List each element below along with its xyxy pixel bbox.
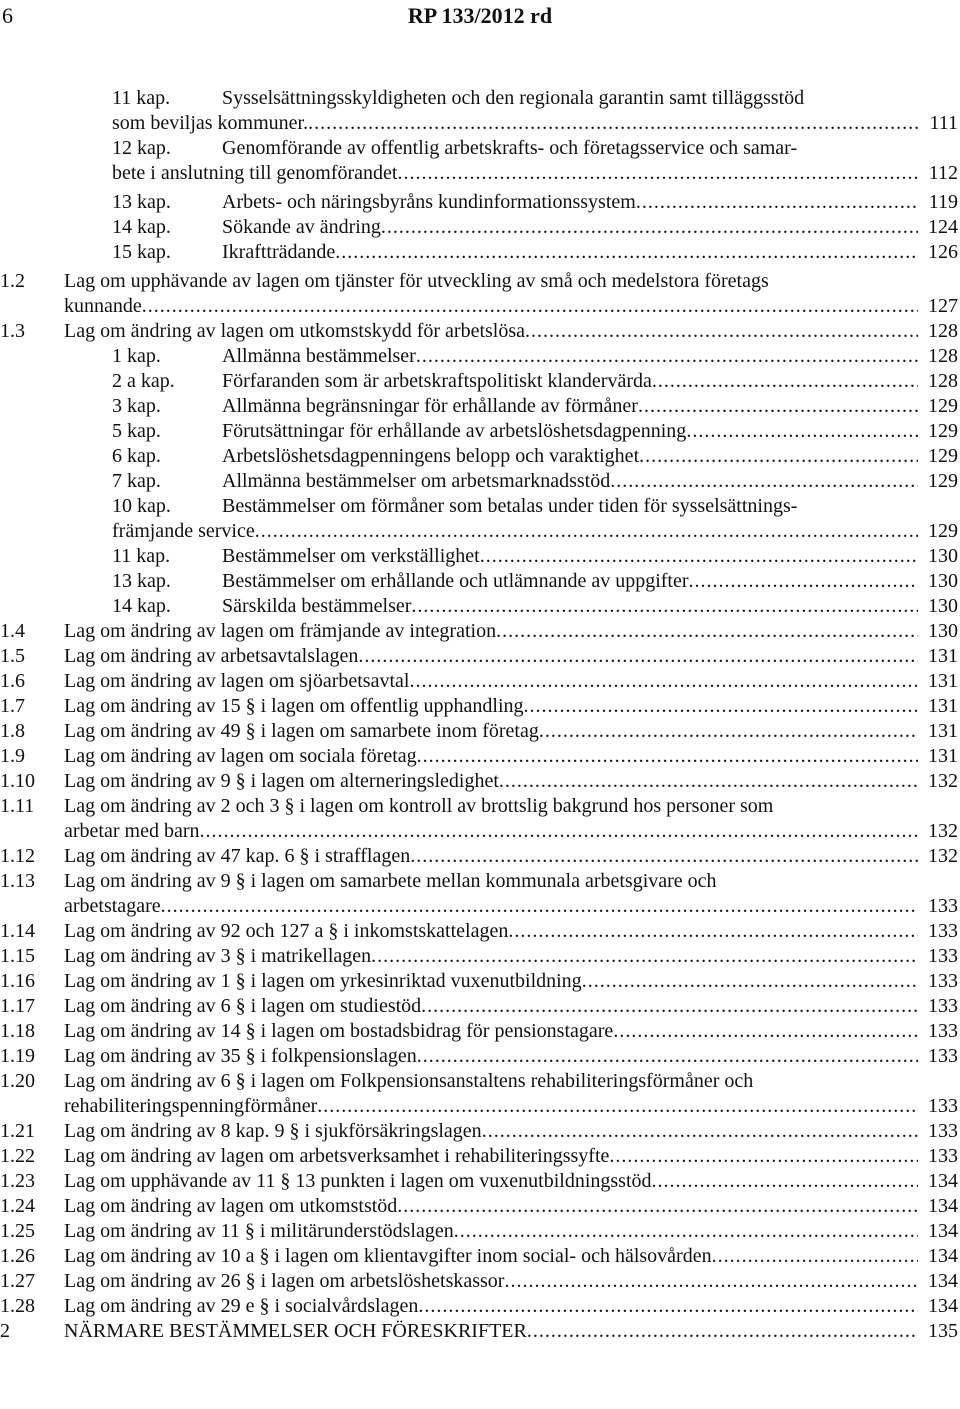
- page-number: 6: [2, 3, 13, 28]
- toc-page-number: 119: [928, 191, 958, 213]
- toc-section-number: 1.9: [0, 745, 25, 767]
- toc-section-number: 2: [0, 1320, 10, 1342]
- toc-page-number: 134: [928, 1245, 958, 1267]
- dot-leader: [482, 1119, 918, 1144]
- toc-page-number: 132: [928, 820, 958, 842]
- toc-section-number: 1.19: [0, 1045, 35, 1067]
- toc-title: Lag om ändring av 3 § i matrikellagen: [64, 945, 372, 967]
- toc-entry[interactable]: [0, 86, 958, 136]
- dot-leader: [417, 1044, 918, 1069]
- toc-entry[interactable]: [0, 1269, 958, 1294]
- toc-page-number: 133: [928, 895, 958, 917]
- toc-chapter-label: 6 kap.: [112, 445, 161, 467]
- toc-page-number: 131: [928, 720, 958, 742]
- toc-entry[interactable]: [0, 919, 958, 944]
- dot-leader: [639, 444, 918, 469]
- toc-page-number: 130: [928, 570, 958, 592]
- toc-entry[interactable]: [0, 869, 958, 919]
- toc-entry[interactable]: [0, 794, 958, 844]
- toc-entry[interactable]: [0, 1019, 958, 1044]
- toc-page-number: 133: [928, 1045, 958, 1067]
- toc-entry[interactable]: [0, 1144, 958, 1169]
- dot-leader: [417, 744, 918, 769]
- toc-entry[interactable]: [0, 669, 958, 694]
- dot-leader: [371, 944, 918, 969]
- toc-title: Arbets- och näringsbyråns kundinformationssystem: [222, 191, 636, 213]
- toc-page-number: 133: [928, 920, 958, 942]
- toc-chapter-label: 13 kap.: [112, 570, 171, 592]
- toc-title: Lag om ändring av 9 § i lagen om samarbete mellan kommunala arbetsgivare och: [64, 870, 717, 892]
- toc-title: Allmänna bestämmelser om arbetsmarknadsstöd: [222, 470, 611, 492]
- dot-leader: [638, 394, 918, 419]
- toc-section-number: 1.27: [0, 1270, 35, 1292]
- toc-title: Lag om ändring av 6 § i lagen om studiestöd: [64, 995, 422, 1017]
- toc-page-number: 134: [928, 1295, 958, 1317]
- toc-section-number: 1.26: [0, 1245, 35, 1267]
- toc-section-number: 1.28: [0, 1295, 35, 1317]
- toc-title: Lag om ändring av lagen om sjöarbetsavtal: [64, 670, 410, 692]
- toc-section-number: 1.22: [0, 1145, 35, 1167]
- toc-page-number: 130: [928, 595, 958, 617]
- dot-leader: [686, 419, 918, 444]
- toc-page-number: 133: [928, 1120, 958, 1142]
- toc-title: Lag om ändring av 92 och 127 a § i inkomstskattelagen: [64, 920, 509, 942]
- toc-page-number: 133: [928, 1020, 958, 1042]
- toc-title: Lag om ändring av lagen om utkomststöd: [64, 1195, 398, 1217]
- toc-entry[interactable]: [0, 569, 958, 594]
- toc-chapter-label: 15 kap.: [112, 241, 171, 263]
- toc-entry[interactable]: [0, 944, 958, 969]
- dot-leader: [410, 844, 918, 869]
- toc-entry[interactable]: [0, 969, 958, 994]
- toc-section-number: 1.18: [0, 1020, 35, 1042]
- toc-title: arbetar med barn: [64, 820, 200, 842]
- dot-leader: [508, 919, 918, 944]
- toc-page-number: 135: [928, 1320, 958, 1342]
- toc-entry[interactable]: [0, 1119, 958, 1144]
- toc-entry[interactable]: [0, 619, 958, 644]
- dot-leader: [525, 319, 918, 344]
- toc-entry[interactable]: [0, 1219, 958, 1244]
- dot-leader: [636, 190, 918, 215]
- toc-page-number: 130: [928, 620, 958, 642]
- toc-title: Förutsättningar för erhållande av arbetslöshetsdagpenning: [222, 420, 687, 442]
- dot-leader: [689, 569, 918, 594]
- toc-page-number: 128: [928, 320, 958, 342]
- toc-page-number: 128: [928, 370, 958, 392]
- dot-leader: [255, 519, 918, 544]
- dot-leader: [418, 1294, 918, 1319]
- toc-title: Sysselsättningsskyldigheten och den regionala garantin samt tilläggsstöd: [222, 87, 805, 109]
- toc-entry[interactable]: [0, 419, 958, 444]
- toc-title: som beviljas kommuner.: [112, 112, 309, 134]
- toc-entry[interactable]: [0, 1169, 958, 1194]
- toc-title: Lag om ändring av lagen om sociala företag: [64, 745, 417, 767]
- toc-entry[interactable]: [0, 719, 958, 744]
- toc-page-number: 129: [928, 470, 958, 492]
- toc-title: Allmänna begränsningar för erhållande av förmåner: [222, 395, 638, 417]
- toc-page-number: 133: [928, 945, 958, 967]
- toc-entry[interactable]: [0, 1319, 958, 1344]
- toc-page-number: 133: [928, 1145, 958, 1167]
- toc-title: Lag om ändring av 6 § i lagen om Folkpensionsanstaltens rehabiliteringsförmåner och: [64, 1070, 754, 1092]
- toc-title: Lag om ändring av lagen om utkomstskydd för arbetslösa: [64, 320, 526, 342]
- toc-title: Lag om ändring av 2 och 3 § i lagen om kontroll av brottslig bakgrund hos personer som: [64, 795, 774, 817]
- toc-entry[interactable]: [0, 1069, 958, 1119]
- toc-section-number: 1.21: [0, 1120, 35, 1142]
- toc-section-number: 1.10: [0, 770, 35, 792]
- toc-section-number: 1.2: [0, 270, 25, 292]
- toc-entry[interactable]: [0, 494, 958, 544]
- toc-section-number: 1.16: [0, 970, 35, 992]
- toc-title: Genomförande av offentlig arbetskrafts- och företagsservice och samar-: [222, 137, 798, 159]
- toc-entry[interactable]: [0, 190, 958, 215]
- toc-title: Lag om ändring av 8 kap. 9 § i sjukförsäkringslagen: [64, 1120, 482, 1142]
- document-id: RP 133/2012 rd: [407, 3, 553, 28]
- dot-leader: [409, 669, 918, 694]
- toc-section-number: 1.14: [0, 920, 35, 942]
- toc-entry[interactable]: [0, 240, 958, 269]
- toc-entry[interactable]: [0, 394, 958, 419]
- toc-title: rehabiliteringspenningförmåner: [64, 1095, 318, 1117]
- table-of-contents: [0, 86, 958, 1344]
- toc-entry[interactable]: [0, 1044, 958, 1069]
- toc-section-number: 1.7: [0, 695, 25, 717]
- dot-leader: [199, 819, 918, 844]
- toc-page-number: 134: [928, 1170, 958, 1192]
- toc-page-number: 131: [928, 645, 958, 667]
- toc-entry[interactable]: [0, 1194, 958, 1219]
- toc-chapter-label: 14 kap.: [112, 595, 171, 617]
- toc-entry[interactable]: [0, 594, 958, 619]
- toc-entry[interactable]: [0, 269, 958, 319]
- dot-leader: [480, 544, 918, 569]
- toc-entry[interactable]: [0, 1244, 958, 1269]
- toc-section-number: 1.24: [0, 1195, 35, 1217]
- toc-title: Lag om ändring av lagen om arbetsverksamhet i rehabiliteringssyfte: [64, 1145, 610, 1167]
- toc-title: Lag om ändring av 14 § i lagen om bostadsbidrag för pensionstagare: [64, 1020, 614, 1042]
- dot-leader: [416, 344, 918, 369]
- dot-leader: [527, 1319, 918, 1344]
- toc-chapter-label: 1 kap.: [112, 345, 161, 367]
- toc-page-number: 131: [928, 745, 958, 767]
- dot-leader: [358, 644, 918, 669]
- toc-title: Bestämmelser om förmåner som betalas under tiden för sysselsättnings-: [222, 495, 798, 517]
- toc-page-number: 128: [928, 345, 958, 367]
- toc-section-number: 1.17: [0, 995, 35, 1017]
- toc-title: Lag om ändring av 29 e § i socialvårdslagen: [64, 1295, 419, 1317]
- dot-leader: [398, 161, 919, 186]
- toc-page-number: 129: [928, 445, 958, 467]
- toc-page-number: 112: [928, 162, 958, 184]
- dot-leader: [610, 469, 918, 494]
- dot-leader: [161, 894, 918, 919]
- toc-title: Lag om ändring av 35 § i folkpensionslagen: [64, 1045, 417, 1067]
- toc-section-number: 1.4: [0, 620, 25, 642]
- toc-title: Lag om upphävande av lagen om tjänster för utveckling av små och medelstora företags: [64, 270, 769, 292]
- toc-title: Lag om ändring av 1 § i lagen om yrkesinriktad vuxenutbildning: [64, 970, 582, 992]
- toc-entry[interactable]: [0, 544, 958, 569]
- toc-entry[interactable]: [0, 994, 958, 1019]
- toc-title: Sökande av ändring: [222, 216, 381, 238]
- toc-section-number: 1.11: [0, 795, 35, 817]
- toc-title: Särskilda bestämmelser: [222, 595, 412, 617]
- toc-entry[interactable]: [0, 344, 958, 369]
- dot-leader: [613, 1019, 918, 1044]
- toc-page-number: 134: [928, 1195, 958, 1217]
- toc-title: kunnande: [64, 295, 142, 317]
- toc-entry[interactable]: [0, 444, 958, 469]
- toc-section-number: 1.6: [0, 670, 25, 692]
- toc-title: främjande service: [112, 520, 255, 542]
- toc-page-number: 129: [928, 420, 958, 442]
- toc-entry[interactable]: [0, 844, 958, 869]
- dot-leader: [539, 719, 918, 744]
- dot-leader: [397, 1194, 918, 1219]
- toc-title: bete i anslutning till genomförandet: [112, 162, 398, 184]
- toc-title: Bestämmelser om verkställighet: [222, 545, 480, 567]
- toc-entry[interactable]: [0, 136, 958, 190]
- toc-title: arbetstagare: [64, 895, 161, 917]
- toc-section-number: 1.12: [0, 845, 35, 867]
- toc-entry[interactable]: [0, 644, 958, 669]
- toc-page-number: 111: [929, 112, 958, 134]
- toc-title: Lag om ändring av 10 a § i lagen om klientavgifter inom social- och hälsovården: [64, 1245, 712, 1267]
- toc-title: NÄRMARE BESTÄMMELSER OCH FÖRESKRIFTER: [64, 1320, 527, 1342]
- toc-section-number: 1.23: [0, 1170, 35, 1192]
- dot-leader: [308, 111, 918, 136]
- toc-chapter-label: 13 kap.: [112, 191, 171, 213]
- toc-title: Arbetslöshetsdagpenningens belopp och varaktighet: [222, 445, 640, 467]
- toc-page-number: 131: [928, 670, 958, 692]
- toc-chapter-label: 10 kap.: [112, 495, 171, 517]
- toc-section-number: 1.15: [0, 945, 35, 967]
- dot-leader: [652, 1169, 919, 1194]
- toc-title: Bestämmelser om erhållande och utlämnande av uppgifter: [222, 570, 689, 592]
- dot-leader: [335, 240, 918, 265]
- toc-page-number: 133: [928, 1095, 958, 1117]
- toc-title: Lag om ändring av arbetsavtalslagen: [64, 645, 359, 667]
- toc-title: Förfaranden som är arbetskraftspolitiskt klandervärda: [222, 370, 652, 392]
- toc-page-number: 129: [928, 520, 958, 542]
- toc-title: Allmänna bestämmelser: [222, 345, 416, 367]
- toc-title: Ikraftträdande: [222, 241, 336, 263]
- toc-page-number: 127: [928, 295, 958, 317]
- toc-title: Lag om upphävande av 11 § 13 punkten i lagen om vuxenutbildningsstöd: [64, 1170, 652, 1192]
- dot-leader: [142, 294, 918, 319]
- toc-chapter-label: 11 kap.: [112, 545, 171, 567]
- toc-section-number: 1.3: [0, 320, 25, 342]
- toc-title: Lag om ändring av 26 § i lagen om arbetslöshetskassor: [64, 1270, 505, 1292]
- dot-leader: [524, 694, 918, 719]
- toc-entry[interactable]: [0, 369, 958, 394]
- toc-section-number: 1.8: [0, 720, 25, 742]
- toc-chapter-label: 5 kap.: [112, 420, 161, 442]
- toc-entry[interactable]: [0, 215, 958, 240]
- toc-title: Lag om ändring av 47 kap. 6 § i strafflagen: [64, 845, 411, 867]
- toc-chapter-label: 2 a kap.: [112, 370, 175, 392]
- toc-title: Lag om ändring av 49 § i lagen om samarbete inom företag: [64, 720, 539, 742]
- dot-leader: [411, 594, 918, 619]
- toc-section-number: 1.5: [0, 645, 25, 667]
- dot-leader: [582, 969, 918, 994]
- dot-leader: [609, 1144, 918, 1169]
- toc-page-number: 124: [928, 216, 958, 238]
- toc-section-number: 1.25: [0, 1220, 35, 1242]
- toc-chapter-label: 11 kap.: [112, 87, 171, 109]
- toc-entry[interactable]: [0, 319, 958, 344]
- toc-section-number: 1.13: [0, 870, 35, 892]
- toc-page-number: 131: [928, 695, 958, 717]
- dot-leader: [454, 1219, 918, 1244]
- toc-page-number: 134: [928, 1220, 958, 1242]
- dot-leader: [499, 769, 918, 794]
- dot-leader: [317, 1094, 918, 1119]
- toc-entry[interactable]: [0, 1294, 958, 1319]
- toc-title: Lag om ändring av 15 § i lagen om offentlig upphandling: [64, 695, 524, 717]
- toc-chapter-label: 14 kap.: [112, 216, 171, 238]
- dot-leader: [652, 369, 918, 394]
- dot-leader: [504, 1269, 918, 1294]
- toc-page-number: 133: [928, 970, 958, 992]
- toc-section-number: 1.20: [0, 1070, 35, 1092]
- dot-leader: [496, 619, 918, 644]
- toc-page-number: 132: [928, 770, 958, 792]
- toc-title: Lag om ändring av 9 § i lagen om alterneringsledighet: [64, 770, 499, 792]
- toc-entry[interactable]: [0, 694, 958, 719]
- toc-entry[interactable]: [0, 769, 958, 794]
- toc-chapter-label: 3 kap.: [112, 395, 161, 417]
- toc-chapter-label: 12 kap.: [112, 137, 171, 159]
- toc-entry[interactable]: [0, 469, 958, 494]
- toc-page-number: 134: [928, 1270, 958, 1292]
- toc-page-number: 133: [928, 995, 958, 1017]
- dot-leader: [712, 1244, 918, 1269]
- dot-leader: [381, 215, 918, 240]
- toc-chapter-label: 7 kap.: [112, 470, 161, 492]
- dot-leader: [421, 994, 918, 1019]
- toc-page-number: 130: [928, 545, 958, 567]
- toc-title: Lag om ändring av lagen om främjande av integration: [64, 620, 497, 642]
- toc-page-number: 132: [928, 845, 958, 867]
- toc-entry[interactable]: [0, 744, 958, 769]
- toc-page-number: 126: [928, 241, 958, 263]
- toc-page-number: 129: [928, 395, 958, 417]
- toc-title: Lag om ändring av 11 § i militärunderstödslagen: [64, 1220, 454, 1242]
